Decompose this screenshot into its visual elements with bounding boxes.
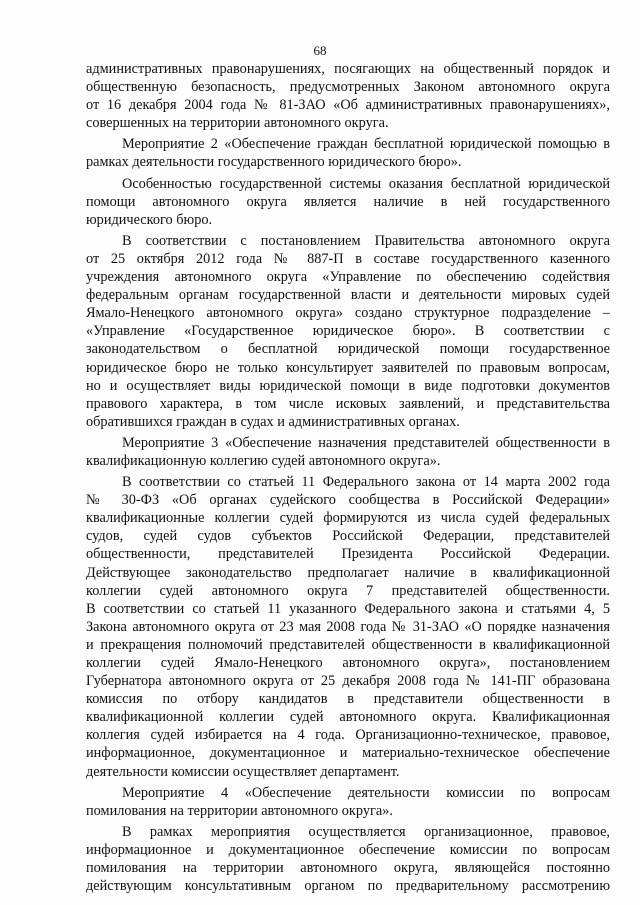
text-line: «Управление «Государственное юридическое бюро». В соответствии с [86, 323, 610, 340]
text-line: административных правонарушениях, посягающих на общественный порядок и [86, 61, 610, 77]
text-line: № 30-ФЗ «Об органах судейского сообщества в Российской Федерации» [86, 492, 610, 509]
text-line: коллегии судей Ямало-Ненецкого автономного округа», постановлением [86, 655, 610, 671]
text-line: Губернатора автономного округа от 25 декабря 2008 года № 141-ПГ образована [86, 673, 610, 690]
text-line: Мероприятие 2 «Обеспечение граждан бесплатной юридической помощью в [122, 136, 610, 153]
text-line: Особенностью государственной системы оказания бесплатной юридической [122, 175, 610, 192]
text-line: федеральным органам государственной власти и деятельности мировых судей [86, 287, 610, 304]
text-line: совершенных на территории автономного округа. [86, 115, 389, 132]
text-line: деятельности комиссии осуществляет департамент. [86, 763, 400, 780]
text-line: В соответствии со статьей 11 указанного Федерального закона и статьями 4, 5 [86, 600, 610, 617]
text-line: законодательством о бесплатной юридической помощи государственное [86, 341, 610, 358]
text-line: учреждения автономного округа «Управление по обеспечению содействия [86, 269, 610, 286]
text-line: действующим консультативным органом по предварительному рассмотрению [86, 878, 610, 895]
text-line: В соответствии с постановлением Правительства автономного округа [122, 232, 610, 249]
text-line: юридического бюро. [86, 211, 213, 228]
text-line: но и осуществляет виды юридической помощи в виде подготовки документов [86, 377, 610, 394]
text-line: общественную безопасность, предусмотренных Законом автономного округа [86, 79, 610, 96]
text-line: Закона автономного округа от 23 мая 2008 года № 31-ЗАО «О порядке назначения [86, 618, 610, 635]
text-line: коллегия судей избирается на 4 года. Организационно-техническое, правовое, [86, 727, 610, 744]
text-line: помощи автономного округа является наличие в ней государственного [86, 193, 610, 210]
text-line: Действующее законодательство предполагает наличие в квалификационной [86, 564, 610, 581]
text-line: помилования на территории автономного округа». [86, 802, 393, 819]
text-line: информационное и документационное обеспечение комиссии по вопросам [86, 841, 610, 858]
text-line: В рамках мероприятия осуществляется организационное, правовое, [122, 823, 610, 840]
text-line: Мероприятие 4 «Обеспечение деятельности комиссии по вопросам [122, 784, 610, 801]
text-line: обратившихся граждан в судах и административных органах. [86, 413, 460, 430]
text-line: В соответствии со статьей 11 Федерального закона от 14 марта 2002 года [122, 474, 610, 491]
text-line: квалификационной коллегии судей автономного округа. Квалификационная [86, 709, 610, 726]
text-line: квалификационные коллегии судей формируются из числа судей федеральных [86, 510, 610, 527]
text-line: и прекращения полномочий представителей общественности в квалификационной [86, 636, 610, 653]
page-number: 68 [313, 43, 327, 58]
document-body [86, 60, 610, 895]
text-line: юридическое бюро не только консультирует заявителей по правовым вопросам, [86, 359, 610, 376]
text-line: квалификационную коллегию судей автономного округа». [86, 452, 441, 469]
text-line: общественности, представителей Президента Российской Федерации. [86, 546, 610, 563]
text-line: от 16 декабря 2004 года № 81-ЗАО «Об административных правонарушениях», [86, 97, 610, 114]
text-line: коллегии судей автономного округа 7 представителей общественности. [86, 582, 610, 599]
text-line: информационное, документационное и материально-техническое обеспечение [86, 745, 610, 762]
text-line: комиссия по отбору кандидатов в представители общественности в [86, 691, 610, 708]
text-line: от 25 октября 2012 года № 887-П в составе государственного казенного [86, 250, 610, 267]
text-line: рамках деятельности государственного юридического бюро». [86, 154, 462, 171]
text-line: судов, судей судов субъектов Российской Федерации, представителей [86, 528, 610, 545]
text-line: правового характера, в том числе исковых заявлений, и представительства [86, 395, 610, 412]
text-line: Ямало-Ненецкого автономного округа» создано структурное подразделение – [86, 305, 610, 322]
text-line: Мероприятие 3 «Обеспечение назначения представителей общественности в [122, 434, 610, 451]
text-line: помилования на территории автономного округа, являющейся постоянно [86, 860, 610, 877]
